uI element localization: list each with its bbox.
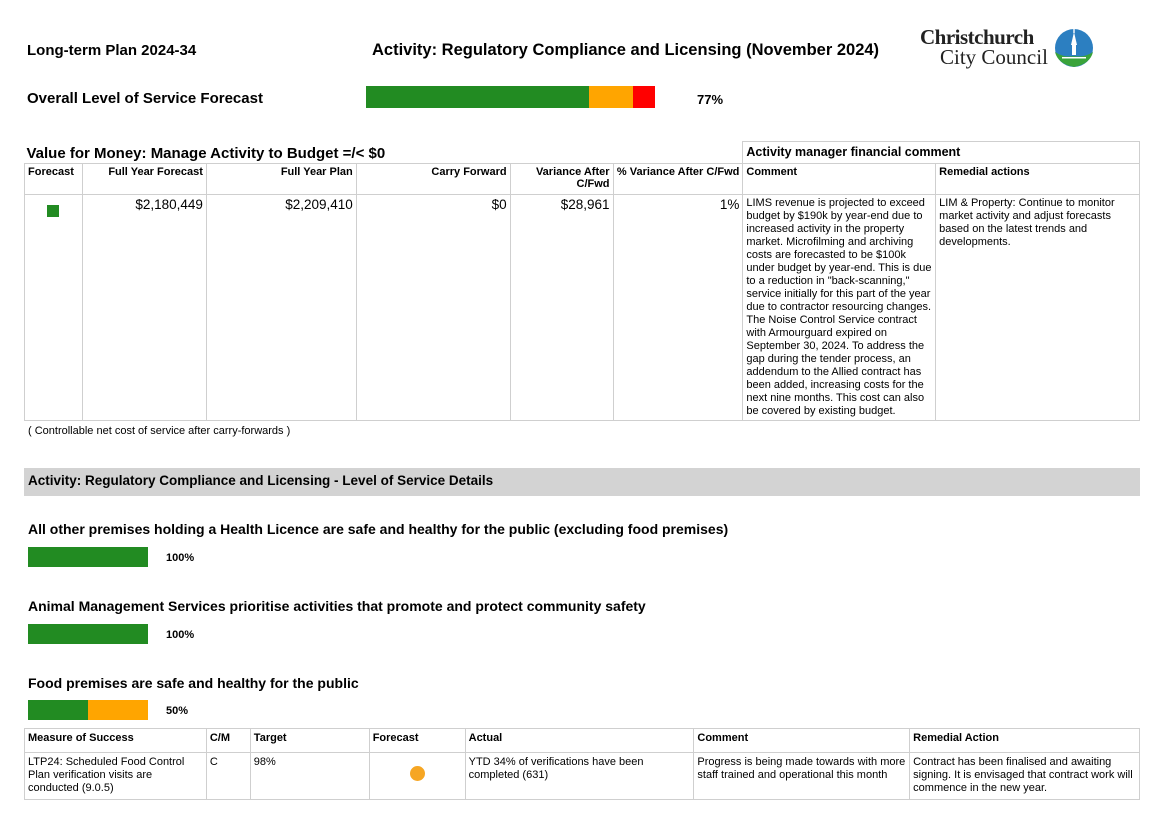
col-remedial: Remedial actions: [936, 163, 1140, 194]
col-measure: Measure of Success: [25, 729, 207, 753]
col-remedial-action: Remedial Action: [910, 729, 1140, 753]
forecast-cell: [25, 194, 83, 420]
carry-forward-value: $0: [356, 194, 510, 420]
council-logo: [920, 27, 1100, 73]
target-value: 98%: [250, 753, 369, 800]
measure-title-animal-management: Animal Management Services prioritise activities that promote and protect community safety: [28, 598, 646, 614]
col-forecast: Forecast: [369, 729, 465, 753]
bar-segment-green: [28, 547, 148, 567]
cm-value: C: [206, 753, 250, 800]
finance-comment: LIMS revenue is projected to exceed budget by $190k by year-end due to increased activity in the property market. Microfilming and archiving costs are forecasted to be $100k under budget by year-end. This is due to a reduction in "back-scanning," service initially for this part of the year due to contractor resourcing changes. The Noise Control Service contract with Armourguard expired on September 30, 2024. To address the gap during the tender process, an addendum to the Allied contract has been added, increasing costs for the next nine months. This cost can also be covered by existing budget.: [743, 194, 936, 420]
success-comment: Progress is being made towards with more staff trained and operational this month: [694, 753, 910, 800]
success-remedial: Contract has been finalised and awaiting signing. It is envisaged that contract work will commence in the new year.: [910, 753, 1140, 800]
forecast-status-dot-icon: [410, 766, 425, 781]
manager-comment-title: Activity manager financial comment: [743, 142, 1140, 164]
cathedral-emblem-icon: [1054, 28, 1094, 68]
measure-percent-animal-management: 100%: [166, 629, 195, 641]
col-full-year-plan: Full Year Plan: [206, 163, 356, 194]
logo-line-1: Christchurch: [920, 25, 1034, 49]
measure-text: LTP24: Scheduled Food Control Plan verification visits are conducted (9.0.5): [25, 753, 207, 800]
measure-bar-animal-management: [28, 624, 148, 644]
pct-variance-after-value: 1%: [613, 194, 743, 420]
col-carry-forward: Carry Forward: [356, 163, 510, 194]
measure-bar-health-licence: [28, 547, 148, 567]
col-actual: Actual: [465, 729, 694, 753]
finance-footnote: ( Controllable net cost of service after carry-forwards ): [28, 425, 291, 437]
measure-percent-food-premises: 50%: [166, 705, 189, 717]
success-header-row: [25, 729, 1140, 753]
measure-title-health-licence: All other premises holding a Health Licence are safe and healthy for the public (excluding food premises): [28, 521, 729, 537]
col-comment: Comment: [694, 729, 910, 753]
bar-segment-amber: [589, 86, 634, 108]
measure-bar-food-premises: [28, 700, 148, 720]
overall-los-percent: 77%: [697, 92, 724, 107]
success-data-row: [25, 753, 1140, 800]
plan-title: Long-term Plan 2024-34: [27, 42, 197, 59]
measure-percent-health-licence: 100%: [166, 552, 195, 564]
logo-text: [920, 27, 1048, 67]
finance-header-row: [25, 163, 1140, 194]
bar-segment-green: [28, 624, 148, 644]
full-year-plan-value: $2,209,410: [206, 194, 356, 420]
bar-segment-red: [633, 86, 655, 108]
finance-title: Value for Money: Manage Activity to Budget =/< $0: [25, 142, 743, 164]
bar-segment-green: [366, 86, 589, 108]
measure-title-food-premises: Food premises are safe and healthy for the public: [28, 675, 359, 691]
col-comment: Comment: [743, 163, 936, 194]
bar-segment-amber: [88, 700, 148, 720]
finance-table: [24, 141, 1140, 421]
overall-los-label: Overall Level of Service Forecast: [27, 90, 263, 107]
variance-after-value: $28,961: [510, 194, 613, 420]
logo-line-2: City Council: [940, 45, 1048, 69]
full-year-forecast-value: $2,180,449: [82, 194, 206, 420]
finance-remedial: LIM & Property: Continue to monitor market activity and adjust forecasts based on the latest trends and developments.: [936, 194, 1140, 420]
col-forecast: Forecast: [25, 163, 83, 194]
finance-data-row: [25, 194, 1140, 420]
measure-of-success-table: [24, 728, 1140, 800]
activity-title: Activity: Regulatory Compliance and Licensing (November 2024): [372, 41, 880, 59]
col-variance-after: Variance After C/Fwd: [510, 163, 613, 194]
col-cm: C/M: [206, 729, 250, 753]
forecast-status-square-icon: [47, 205, 59, 217]
forecast-cell: [369, 753, 465, 800]
col-target: Target: [250, 729, 369, 753]
col-pct-variance-after: % Variance After C/Fwd: [613, 163, 743, 194]
col-full-year-forecast: Full Year Forecast: [82, 163, 206, 194]
actual-value: YTD 34% of verifications have been completed (631): [465, 753, 694, 800]
bar-segment-green: [28, 700, 88, 720]
overall-los-bar: [366, 86, 655, 108]
los-section-title: Activity: Regulatory Compliance and Licensing - Level of Service Details: [28, 473, 494, 488]
